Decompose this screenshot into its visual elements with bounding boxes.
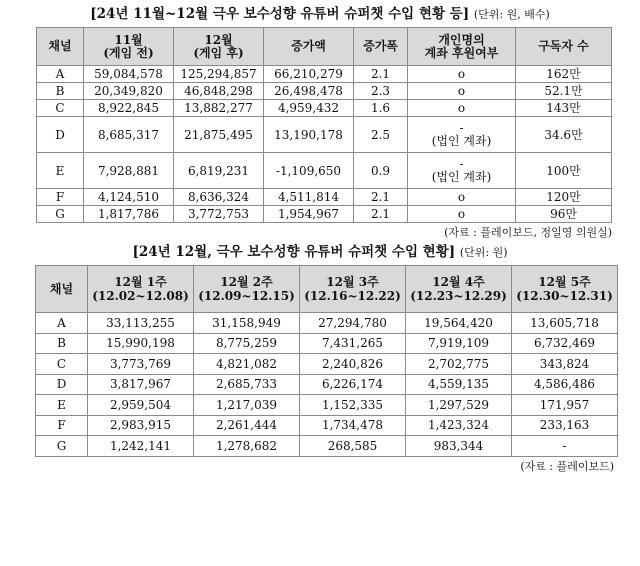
cell-increase: 66,210,279 bbox=[264, 66, 354, 83]
cell-dec: 6,819,231 bbox=[174, 153, 264, 189]
table-row bbox=[37, 153, 612, 189]
cell-ratio: 2.1 bbox=[354, 206, 408, 223]
cell-channel: E bbox=[36, 395, 88, 416]
account-mark: o bbox=[457, 189, 466, 204]
table2-header-cell bbox=[194, 266, 300, 313]
table-row bbox=[37, 100, 612, 117]
cell-w3: 27,294,780 bbox=[300, 313, 406, 334]
header-line1: 12월 4주 bbox=[432, 275, 485, 289]
cell-dec: 46,848,298 bbox=[174, 83, 264, 100]
account-mark: o bbox=[457, 206, 466, 221]
cell-w2: 1,217,039 bbox=[194, 395, 300, 416]
account-mark: - bbox=[459, 156, 464, 171]
table1-source: (자료 : 플레이보드, 정일영 의원실) bbox=[444, 226, 612, 239]
cell-w2: 1,278,682 bbox=[194, 436, 300, 457]
header-line1: 채널 bbox=[48, 39, 72, 53]
cell-w5: 171,957 bbox=[512, 395, 618, 416]
cell-w4: 983,344 bbox=[406, 436, 512, 457]
cell-w4: 2,702,775 bbox=[406, 354, 512, 375]
cell-subscribers: 162만 bbox=[516, 66, 612, 83]
cell-increase: 4,511,814 bbox=[264, 189, 354, 206]
cell-w2: 2,685,733 bbox=[194, 374, 300, 395]
table2-unit: (단위: 원) bbox=[459, 246, 508, 259]
cell-w2: 31,158,949 bbox=[194, 313, 300, 334]
table-row bbox=[37, 83, 612, 100]
cell-channel: D bbox=[36, 374, 88, 395]
cell-w4: 1,423,324 bbox=[406, 415, 512, 436]
table1-header-row bbox=[37, 28, 612, 66]
table2-header-cell bbox=[36, 266, 88, 313]
cell-increase: 13,190,178 bbox=[264, 117, 354, 153]
cell-subscribers: 96만 bbox=[516, 206, 612, 223]
table2-title: [24년 12월, 극우 보수성향 유튜버 슈퍼챗 수입 현황] bbox=[132, 244, 456, 260]
cell-dec: 8,636,324 bbox=[174, 189, 264, 206]
cell-nov: 4,124,510 bbox=[84, 189, 174, 206]
cell-subscribers: 143만 bbox=[516, 100, 612, 117]
cell-nov: 20,349,820 bbox=[84, 83, 174, 100]
weekly-superchat-table bbox=[35, 265, 618, 457]
account-mark: o bbox=[457, 66, 466, 81]
cell-w5: 343,824 bbox=[512, 354, 618, 375]
table2-header-cell bbox=[512, 266, 618, 313]
table1-header-cell bbox=[264, 28, 354, 66]
header-line1: 12월 5주 bbox=[538, 275, 591, 289]
cell-w4: 4,559,135 bbox=[406, 374, 512, 395]
table2-source: (자료 : 플레이보드) bbox=[520, 459, 614, 473]
cell-ratio: 2.5 bbox=[354, 117, 408, 153]
cell-nov: 1,817,786 bbox=[84, 206, 174, 223]
cell-w1: 3,773,769 bbox=[88, 354, 194, 375]
cell-w4: 1,297,529 bbox=[406, 395, 512, 416]
header-line2: (12.23~12.29) bbox=[410, 289, 507, 303]
header-line2: (12.30~12.31) bbox=[516, 289, 613, 303]
table2-header-cell bbox=[406, 266, 512, 313]
cell-dec: 125,294,857 bbox=[174, 66, 264, 83]
cell-channel: B bbox=[37, 83, 84, 100]
cell-w5: 13,605,718 bbox=[512, 313, 618, 334]
table-row bbox=[37, 189, 612, 206]
table-row bbox=[36, 313, 618, 334]
header-line1: 증가액 bbox=[291, 39, 326, 53]
cell-increase: 1,954,967 bbox=[264, 206, 354, 223]
cell-nov: 7,928,881 bbox=[84, 153, 174, 189]
cell-w2: 2,261,444 bbox=[194, 415, 300, 436]
cell-channel: F bbox=[37, 189, 84, 206]
cell-nov: 59,084,578 bbox=[84, 66, 174, 83]
cell-increase: 26,498,478 bbox=[264, 83, 354, 100]
cell-w5: 4,586,486 bbox=[512, 374, 618, 395]
table-row bbox=[36, 374, 618, 395]
cell-w3: 6,226,174 bbox=[300, 374, 406, 395]
cell-w1: 3,817,967 bbox=[88, 374, 194, 395]
cell-channel: C bbox=[37, 100, 84, 117]
cell-w1: 2,959,504 bbox=[88, 395, 194, 416]
header-line2: (게임 후) bbox=[193, 45, 244, 60]
cell-ratio: 2.1 bbox=[354, 189, 408, 206]
cell-w5: 233,163 bbox=[512, 415, 618, 436]
header-line1: 11월 bbox=[114, 32, 143, 47]
cell-ratio: 2.1 bbox=[354, 66, 408, 83]
table2-header-row bbox=[36, 266, 618, 313]
table1-header-cell bbox=[516, 28, 612, 66]
account-note: (법인 계좌) bbox=[431, 133, 492, 148]
table1-header-cell bbox=[174, 28, 264, 66]
superchat-summary-table bbox=[36, 27, 612, 223]
header-line2: (12.09~12.15) bbox=[198, 289, 295, 303]
cell-w1: 2,983,915 bbox=[88, 415, 194, 436]
table-row bbox=[37, 206, 612, 223]
cell-subscribers: 120만 bbox=[516, 189, 612, 206]
header-line1: 12월 bbox=[204, 32, 233, 47]
table-row bbox=[36, 354, 618, 375]
cell-subscribers: 52.1만 bbox=[516, 83, 612, 100]
table-row bbox=[37, 66, 612, 83]
cell-w5: - bbox=[512, 436, 618, 457]
cell-w5: 6,732,469 bbox=[512, 333, 618, 354]
table1-title-line bbox=[0, 5, 640, 27]
header-line1: 증가폭 bbox=[363, 39, 398, 53]
cell-w3: 1,152,335 bbox=[300, 395, 406, 416]
table-row bbox=[37, 117, 612, 153]
account-mark: o bbox=[457, 83, 466, 98]
cell-channel: B bbox=[36, 333, 88, 354]
cell-w2: 4,821,082 bbox=[194, 354, 300, 375]
cell-w3: 7,431,265 bbox=[300, 333, 406, 354]
header-line1: 개인명의 bbox=[438, 32, 485, 47]
table1-header-cell bbox=[408, 28, 516, 66]
table2-header-cell bbox=[88, 266, 194, 313]
cell-account bbox=[408, 206, 516, 223]
cell-w4: 19,564,420 bbox=[406, 313, 512, 334]
table1-header-cell bbox=[354, 28, 408, 66]
cell-channel: A bbox=[36, 313, 88, 334]
table-row bbox=[36, 333, 618, 354]
table1-header-cell bbox=[37, 28, 84, 66]
account-mark: - bbox=[459, 120, 464, 135]
header-line2: (12.16~12.22) bbox=[304, 289, 401, 303]
cell-channel: A bbox=[37, 66, 84, 83]
cell-w3: 1,734,478 bbox=[300, 415, 406, 436]
cell-w1: 15,990,198 bbox=[88, 333, 194, 354]
cell-account bbox=[408, 66, 516, 83]
cell-w1: 33,113,255 bbox=[88, 313, 194, 334]
cell-account bbox=[408, 83, 516, 100]
cell-channel: C bbox=[36, 354, 88, 375]
cell-w1: 1,242,141 bbox=[88, 436, 194, 457]
table2-title-line bbox=[0, 243, 640, 265]
cell-increase: -1,109,650 bbox=[264, 153, 354, 189]
cell-channel: D bbox=[37, 117, 84, 153]
header-line2: (12.02~12.08) bbox=[92, 289, 189, 303]
cell-account bbox=[408, 100, 516, 117]
table-row bbox=[36, 436, 618, 457]
cell-subscribers: 34.6만 bbox=[516, 117, 612, 153]
table1-body bbox=[37, 66, 612, 223]
header-line1: 채널 bbox=[49, 282, 74, 296]
cell-ratio: 1.6 bbox=[354, 100, 408, 117]
table-row bbox=[36, 395, 618, 416]
header-line2: (게임 전) bbox=[103, 45, 154, 60]
header-line1: 12월 1주 bbox=[114, 275, 167, 289]
table2-body bbox=[36, 313, 618, 457]
cell-nov: 8,922,845 bbox=[84, 100, 174, 117]
cell-ratio: 2.3 bbox=[354, 83, 408, 100]
table1-title: [24년 11월~12월 극우 보수성향 유튜버 슈퍼챗 수입 현황 등] bbox=[90, 6, 470, 22]
account-note: (법인 계좌) bbox=[431, 169, 492, 184]
table-row bbox=[36, 415, 618, 436]
cell-w2: 8,775,259 bbox=[194, 333, 300, 354]
cell-dec: 13,882,277 bbox=[174, 100, 264, 117]
cell-w3: 2,240,826 bbox=[300, 354, 406, 375]
cell-increase: 4,959,432 bbox=[264, 100, 354, 117]
cell-w4: 7,919,109 bbox=[406, 333, 512, 354]
account-mark: o bbox=[457, 100, 466, 115]
cell-account bbox=[408, 117, 516, 153]
cell-channel: E bbox=[37, 153, 84, 189]
cell-channel: G bbox=[37, 206, 84, 223]
table1-header-cell bbox=[84, 28, 174, 66]
cell-dec: 3,772,753 bbox=[174, 206, 264, 223]
cell-account bbox=[408, 153, 516, 189]
header-line1: 12월 2주 bbox=[220, 275, 273, 289]
cell-subscribers: 100만 bbox=[516, 153, 612, 189]
cell-channel: F bbox=[36, 415, 88, 436]
header-line2: 계좌 후원여부 bbox=[424, 45, 499, 60]
table2-header-cell bbox=[300, 266, 406, 313]
cell-w3: 268,585 bbox=[300, 436, 406, 457]
cell-channel: G bbox=[36, 436, 88, 457]
header-line1: 구독자 수 bbox=[538, 39, 589, 53]
cell-nov: 8,685,317 bbox=[84, 117, 174, 153]
header-line1: 12월 3주 bbox=[326, 275, 379, 289]
cell-ratio: 0.9 bbox=[354, 153, 408, 189]
cell-account bbox=[408, 189, 516, 206]
table1-unit: (단위: 원, 배수) bbox=[473, 8, 550, 21]
cell-dec: 21,875,495 bbox=[174, 117, 264, 153]
